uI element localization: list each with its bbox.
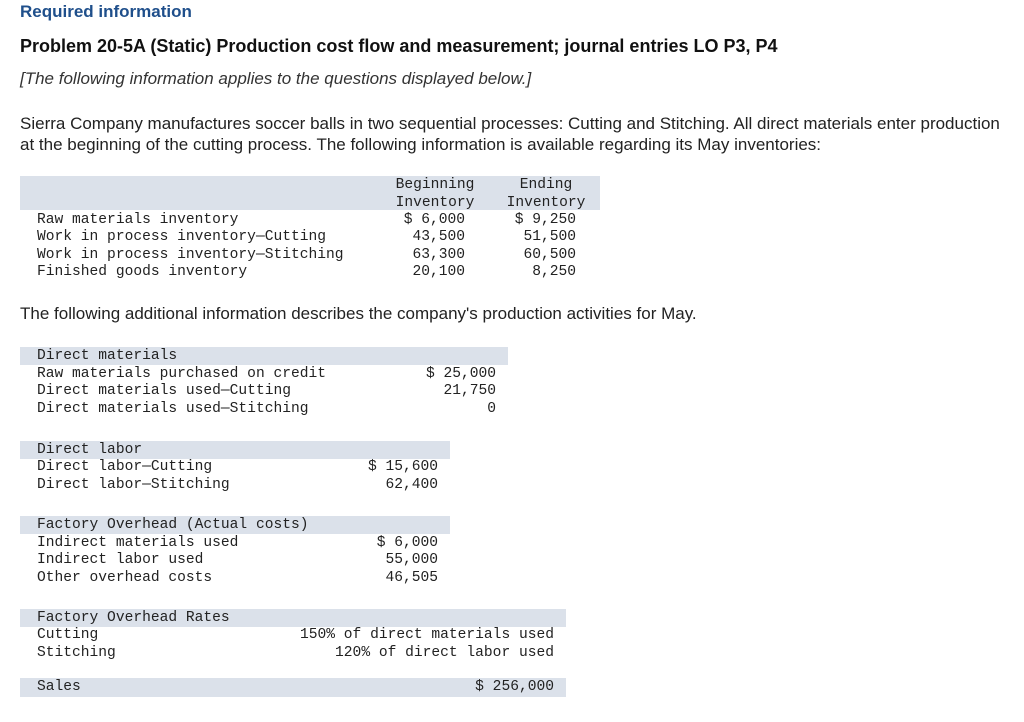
sales-label: Sales <box>37 679 81 695</box>
table-row-label: Other overhead costs <box>37 570 213 586</box>
applies-note: [The following information applies to the questions displayed below.] <box>20 69 532 88</box>
table-cell-value: 150% of direct materials used <box>300 627 554 643</box>
table-row-label: Work in process inventory—Cutting <box>37 229 327 245</box>
additional-info-paragraph: The following additional information describes the company's production activities for May. <box>20 304 697 323</box>
factory-overhead-heading: Factory Overhead (Actual costs) <box>37 517 309 533</box>
table-cell-begin: 43,500 <box>412 229 465 245</box>
table-cell-value: 21,750 <box>443 383 496 399</box>
intro-paragraph: Sierra Company manufactures soccer balls in two sequential processes: Cutting and Stitching. All direct materials enter production at the beginning of the cutting process. The following information is available regarding its May inventories: <box>20 114 1000 154</box>
table-cell-end: 51,500 <box>523 229 576 245</box>
table-cell-value: $ 25,000 <box>425 366 496 382</box>
table-row-label: Work in process inventory—Stitching <box>37 247 344 263</box>
table-cell-value: $ 15,600 <box>367 459 438 475</box>
beginning-inventory-header: Beginning Inventory <box>395 177 475 211</box>
table-row-label: Indirect materials used <box>37 535 239 551</box>
table-cell-value: 55,000 <box>385 552 438 568</box>
direct-labor-heading: Direct labor <box>37 442 143 458</box>
table-cell-end: 60,500 <box>523 247 576 263</box>
ending-inventory-header: Ending Inventory <box>506 177 586 211</box>
table-cell-begin: $ 6,000 <box>403 212 465 228</box>
table-row-label: Direct materials used—Cutting <box>37 383 291 399</box>
table-row-label: Cutting <box>37 627 99 643</box>
table-row-label: Indirect labor used <box>37 552 204 568</box>
table-cell-value: 62,400 <box>385 477 438 493</box>
table-cell-value: $ 6,000 <box>376 535 438 551</box>
table-row-label: Direct materials used—Stitching <box>37 401 309 417</box>
table-cell-end: $ 9,250 <box>514 212 576 228</box>
sales-value: $ 256,000 <box>475 679 554 695</box>
table-row-label: Direct labor—Cutting <box>37 459 213 475</box>
table-row-label: Raw materials inventory <box>37 212 239 228</box>
required-information-heading: Required information <box>20 2 192 21</box>
problem-title: Problem 20-5A (Static) Production cost flow and measurement; journal entries LO P3, P4 <box>20 36 778 56</box>
table-row-label: Stitching <box>37 645 116 661</box>
table-row-label: Raw materials purchased on credit <box>37 366 327 382</box>
table-cell-value: 46,505 <box>385 570 438 586</box>
table-cell-begin: 20,100 <box>412 264 465 280</box>
overhead-rates-heading: Factory Overhead Rates <box>37 610 230 626</box>
table-row-label: Finished goods inventory <box>37 264 248 280</box>
table-cell-end: 8,250 <box>532 264 576 280</box>
table-cell-value: 120% of direct labor used <box>335 645 554 661</box>
table-cell-begin: 63,300 <box>412 247 465 263</box>
direct-materials-heading: Direct materials <box>37 348 178 364</box>
table-row-label: Direct labor—Stitching <box>37 477 230 493</box>
table-cell-value: 0 <box>487 401 496 417</box>
